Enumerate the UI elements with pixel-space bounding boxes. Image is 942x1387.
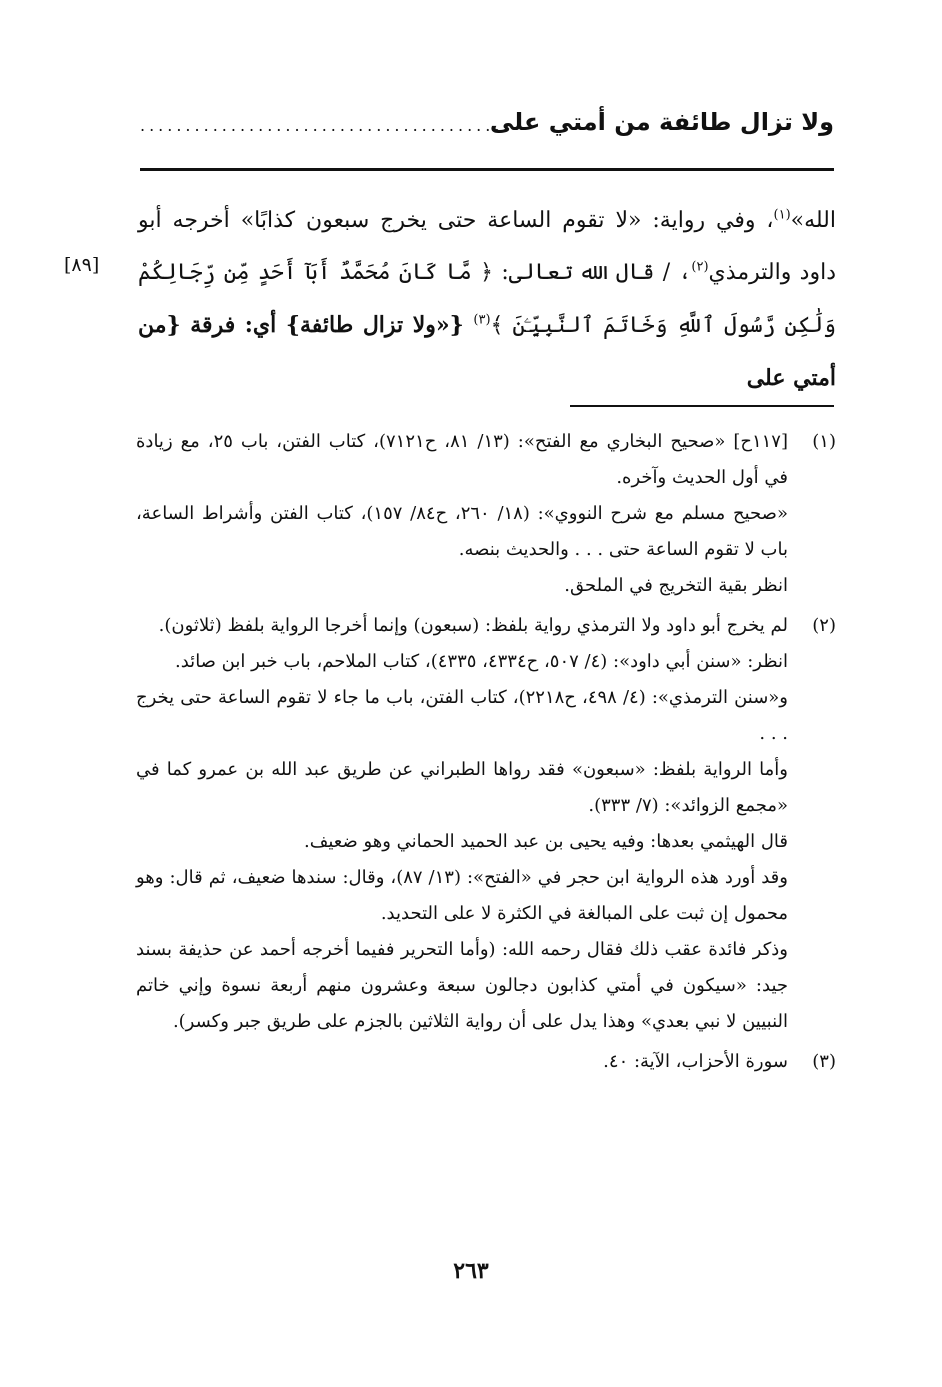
footnote-paragraph: «صحيح مسلم مع شرح النووي»: (١٨/ ٢٦٠، ح٨٤/ ١٥٧)، كتاب الفتن وأشراط الساعة، باب لا تقوم الساعة حتى . . . والحديث بنصه. <box>136 503 788 560</box>
marginal-page-reference: [٨٩] <box>64 254 100 276</box>
footnote-ref-2[interactable]: (٢) <box>691 259 709 275</box>
main-text <box>138 195 836 405</box>
footnote-separator <box>570 405 834 407</box>
footnote-number: (٢) <box>812 615 836 636</box>
header-rule <box>140 168 834 171</box>
header-leader-dots: ........................................ <box>140 116 504 135</box>
main-text-segment: ، وفي رواية: «لا تقوم الساعة حتى يخرج سبعون كذابًا» أخرجه أبو داود والترمذي <box>138 208 837 285</box>
footnote-2 <box>136 608 836 1040</box>
footnote-paragraph: وأما الرواية بلفظ: «سبعون» فقد رواها الطبراني عن طريق عبد الله بن عمرو كما في «مجمع الزوائد»: (٧/ ٣٣٣). <box>136 759 788 816</box>
footnote-number: (١) <box>812 431 836 452</box>
page-number: ٢٦٣ <box>453 1258 489 1284</box>
footnotes <box>136 424 836 1084</box>
footnote-paragraph: سورة الأحزاب، الآية: ٤٠. <box>603 1051 788 1072</box>
main-text-segment: {«ولا تزال طائفة} أي: فرقة {من أمتي على <box>138 312 836 391</box>
footnote-paragraph: انظر بقية التخريج في الملحق. <box>564 575 788 596</box>
footnote-paragraph: وذكر فائدة عقب ذلك فقال رحمه الله: (وأما التحرير ففيما أخرجه أحمد عن حذيفة بسند جيد: «سيكون في أمتي كذابون دجالون سبعة وعشرون منهم أربعة نسوة وإني خاتم النبيين لا نبي بعدي» وهذا يدل على أن رواية الثلاثين بالجزم على طريق جبر وكسر). <box>136 939 788 1032</box>
footnote-paragraph: لم يخرج أبو داود ولا الترمذي رواية بلفظ: (سبعون) وإنما أخرجا الرواية بلفظ (ثلاثون). <box>158 615 788 636</box>
footnote-paragraph: [١١٧ح] «صحيح البخاري مع الفتح»: (١٣/ ٨١، ح٧١٢١)، كتاب الفتن، باب ٢٥، مع زيادة في أول الحديث وآخره. <box>136 431 789 488</box>
main-text-segment: الله» <box>790 208 836 233</box>
footnote-number: (٣) <box>812 1051 836 1072</box>
footnote-paragraph: و«سنن الترمذي»: (٤/ ٤٩٨، ح٢٢١٨)، كتاب الفتن، باب ما جاء لا تقوم الساعة حتى يخرج . . . <box>136 687 788 744</box>
footnote-3 <box>136 1044 836 1080</box>
footnote-paragraph: قال الهيثمي بعدها: وفيه يحيى بن عبد الحميد الحماني وهو ضعيف. <box>303 831 788 852</box>
main-paragraph <box>138 195 836 405</box>
header-title: ولا تزال طائفة من أمتي على <box>489 108 834 136</box>
footnote-ref-1[interactable]: (١) <box>773 207 791 223</box>
footnote-ref-3[interactable]: (٣) <box>473 312 491 328</box>
footnote-paragraph: وقد أورد هذه الرواية ابن حجر في «الفتح»: (١٣/ ٨٧)، وقال: سندها ضعيف، ثم قال: وهو محمول إن ثبت على المبالغة في الكثرة لا على التحديد. <box>136 867 788 924</box>
footnote-1 <box>136 424 836 604</box>
quran-verse: ، / قال الله تعالى: ﴿ مَّا كَانَ مُحَمَّدٌ أَبَآ أَحَدٍ مِّن رِّجَالِكُمْ وَلَٰكِن رَّسُولَ ٱللَّهِ وَخَاتَمَ ٱلنَّبِيِّـۧنَ ﴾ <box>138 260 836 338</box>
running-header <box>140 108 834 148</box>
footnote-paragraph: انظر: «سنن أبي داود»: (٤/ ٥٠٧، ح٤٣٣٤، ٤٣٣٥)، كتاب الملاحم، باب خبر ابن صائد. <box>175 651 788 672</box>
